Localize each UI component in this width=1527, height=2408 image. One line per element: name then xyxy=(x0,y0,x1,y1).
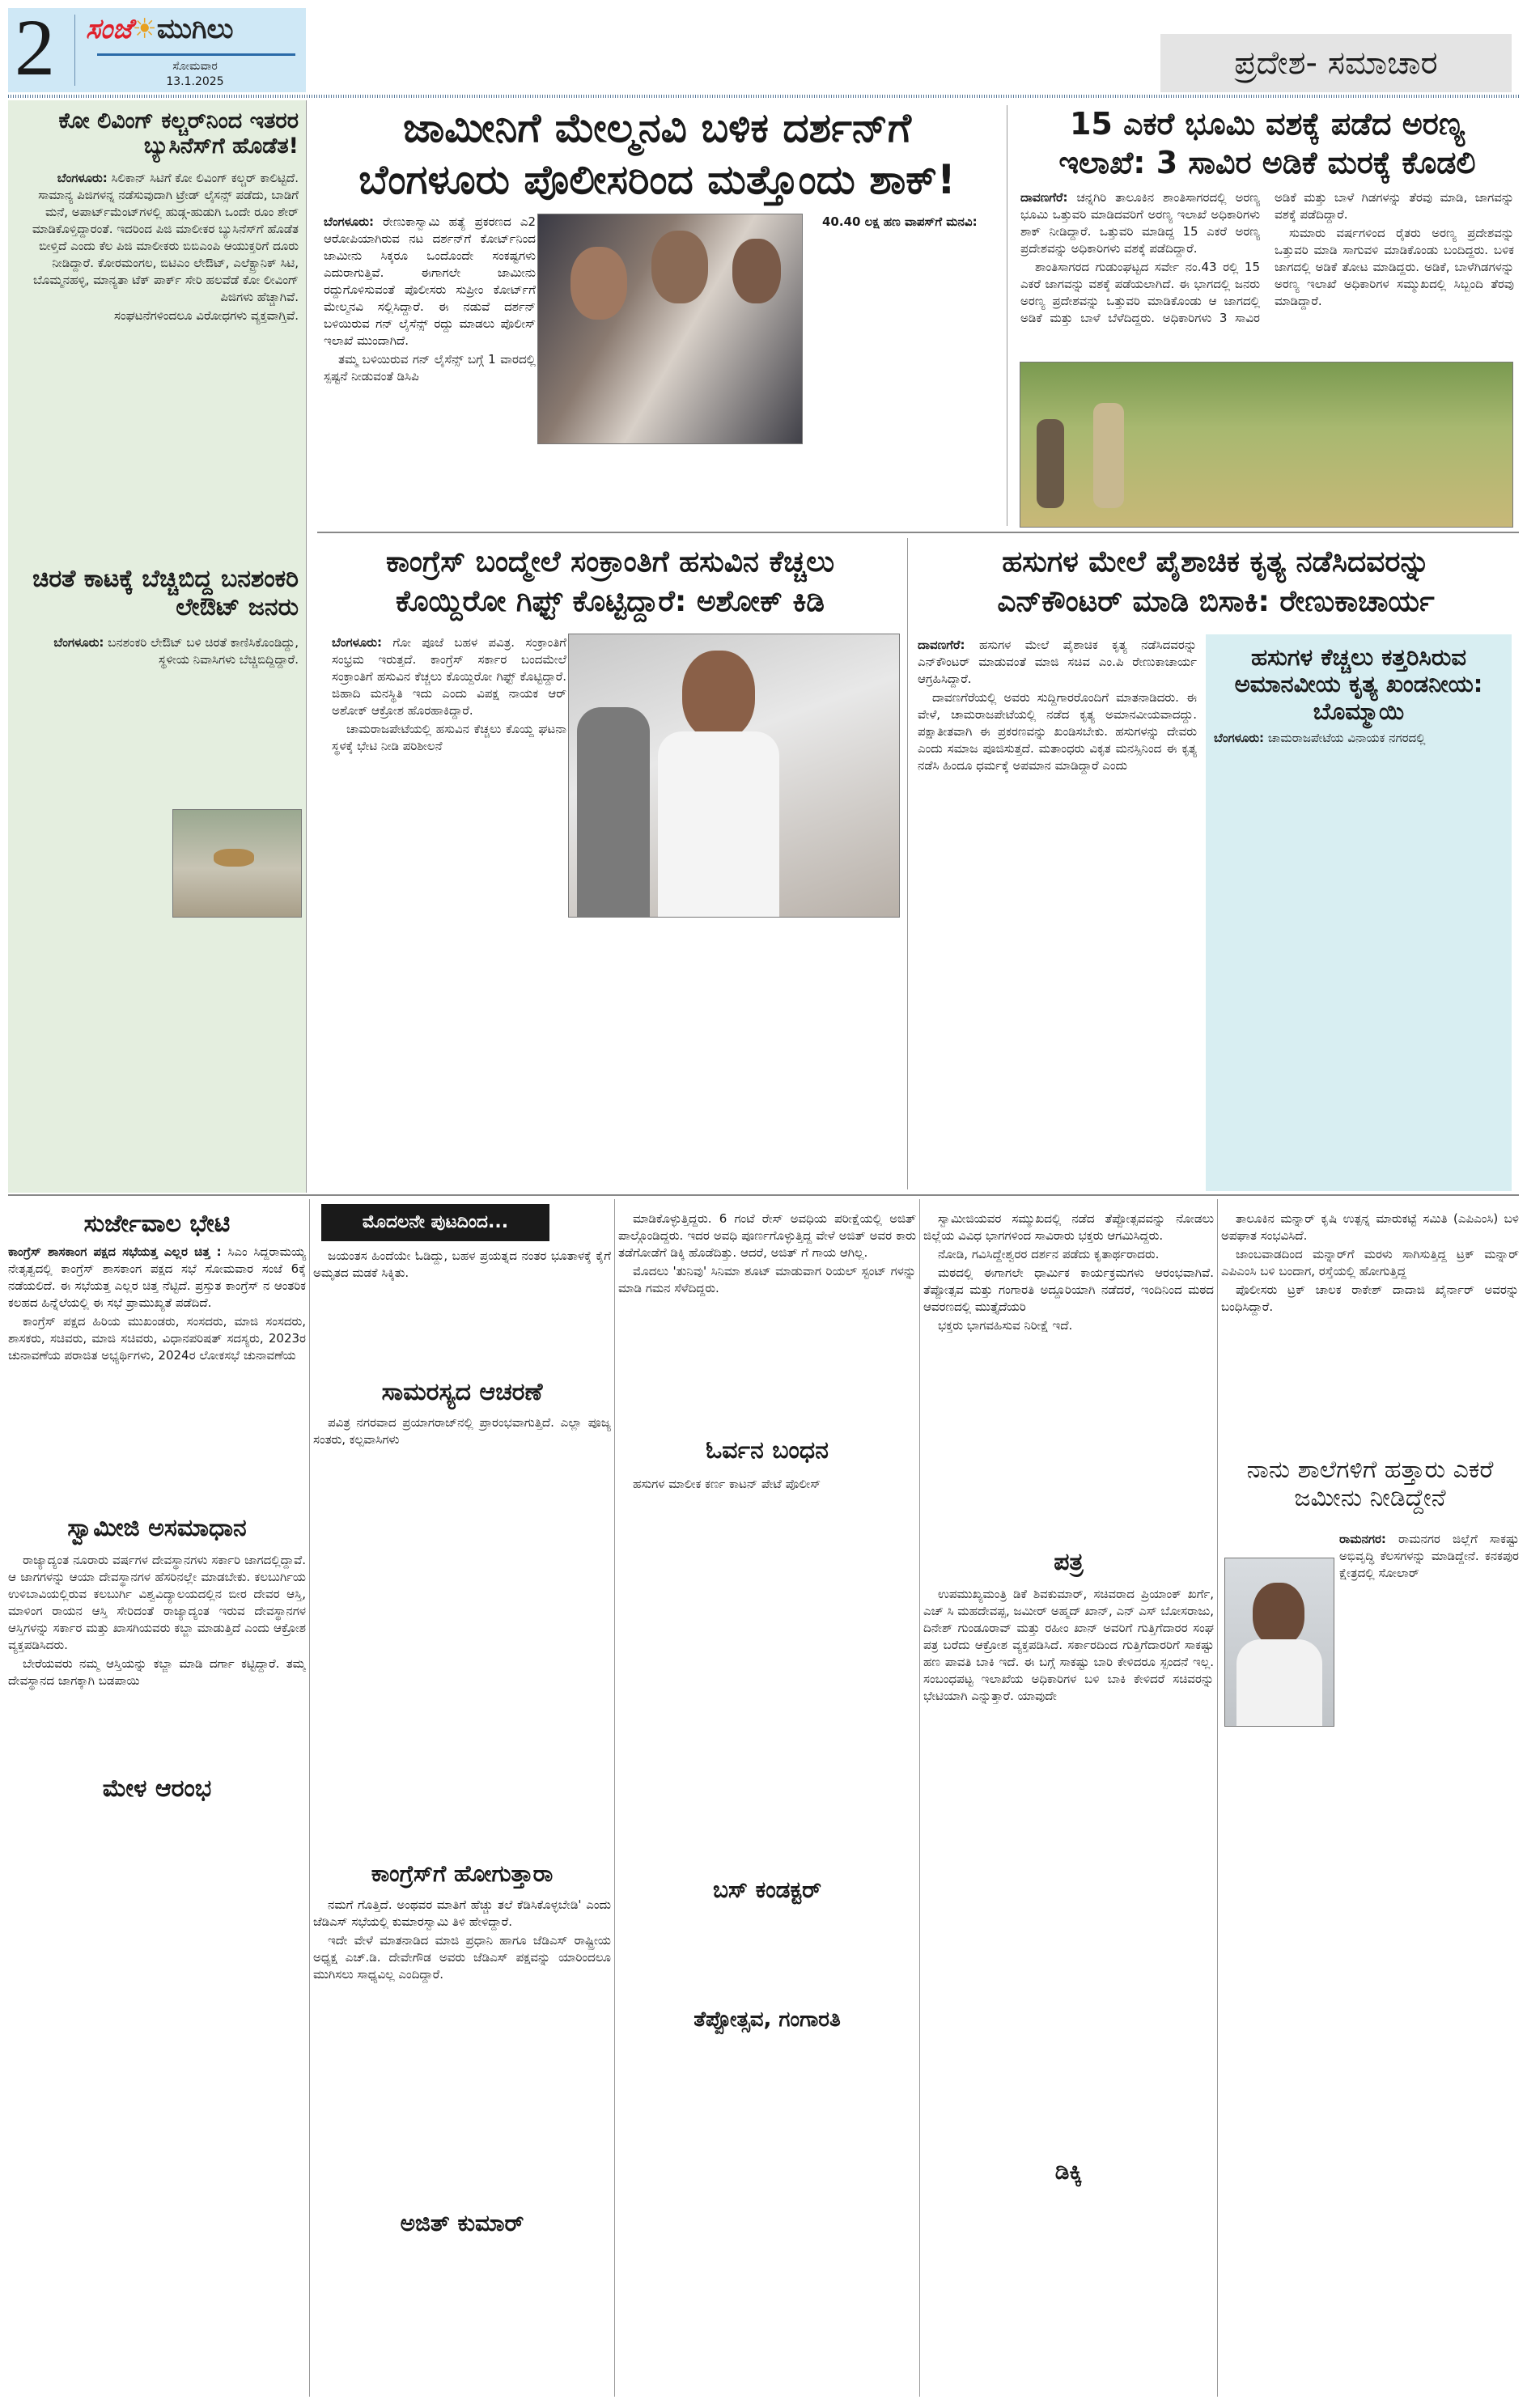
headline-surjewala: ಸುರ್ಜೇವಾಲ ಭೇಟಿ xyxy=(83,1210,231,1238)
paragraph: ಹಸುಗಳ ಮಾಲೀಕ ಕರ್ಣ ಕಾಟನ್ ಪೇಟೆ ಪೊಲೀಸ್ xyxy=(633,1477,821,1491)
dk-body xyxy=(1339,1531,1519,1725)
paragraph: ಸಂಘಟನೆಗಳಿಂದಲೂ ವಿರೋಧಗಳು ವ್ಯಕ್ತವಾಗ್ತಿವೆ. xyxy=(113,308,299,323)
dateline: ಬೆಂಗಳೂರು: xyxy=(1214,731,1265,746)
divider xyxy=(74,15,75,86)
dateline: ದಾವಣಗೆರೆ: xyxy=(1020,190,1068,205)
headline-line-1: ಜಾಮೀನಿಗೆ ಮೇಲ್ಮನವಿ ಬಳಿಕ ದರ್ಶನ್‌ಗೆ xyxy=(403,104,911,151)
paragraph: ಬೇರೆಯವರು ನಮ್ಮ ಆಸ್ತಿಯನ್ನು ಕಬ್ಜಾ ಮಾಡಿ ದರ್ಗಾ ಕಟ್ಟಿದ್ದಾರೆ. ತಮ್ಮ ದೇವಸ್ಥಾನದ ಜಾಗಕ್ಕಾಗಿ ಬಡಪಾಯಿ xyxy=(8,1656,306,1688)
headline-dikki: ಡಿಕ್ಕಿ xyxy=(1054,2158,1083,2185)
day: ಸೋಮವಾರ xyxy=(172,60,218,73)
paragraph: ಪೊಲೀಸರು ಟ್ರಕ್ ಚಾಲಕ ರಾಕೇಶ್ ದಾದಾಜಿ ಖೈರ್ನಾರ್ ಅವರನ್ನು ಬಂಧಿಸಿದ್ದಾರೆ. xyxy=(1221,1282,1519,1314)
logo-part2: ಮುಗಿಲು xyxy=(156,13,234,45)
header-rule xyxy=(8,95,1519,98)
column-rule xyxy=(309,1199,310,2397)
paragraph: ರಾಮನಗರ ಜಿಲ್ಲೆಗೆ ಸಾಕಷ್ಟು ಅಭಿವೃದ್ಧಿ ಕೆಲಸಗಳನ್ನು ಮಾಡಿದ್ದೇನೆ. ಕನಕಪುರ ಕ್ಷೇತ್ರದಲ್ಲಿ ಸೋಲಾರ್ xyxy=(1339,1532,1519,1580)
renukacharya-body xyxy=(918,637,1197,1187)
darshan-photo xyxy=(537,214,803,444)
darshan-body-right xyxy=(808,214,990,525)
paragraph: ಹಸುಗಳ ಮೇಲೆ ಪೈಶಾಚಿಕ ಕೃತ್ಯ ನಡೆಸಿದವರನ್ನು ಎನ್‌ಕೌಂಟರ್ ಮಾಡುವಂತೆ ಮಾಜಿ ಸಚಿವ ಎಂ.ಪಿ ರೇಣುಕಾಚಾರ್ಯ ಆಗ್ರಹಿಸಿದ್ದಾರೆ. xyxy=(918,638,1197,686)
paragraph: ಚಾಮರಾಜಪೇಟೆಯಲ್ಲಿ ಹಸುವಿನ ಕೆಚ್ಚಲು ಕೊಯ್ದ ಘಟನಾ ಸ್ಥಳಕ್ಕೆ ಭೇಟಿ ನೀಡಿ ಪರಿಶೀಲನೆ xyxy=(332,722,566,753)
person-figure xyxy=(1236,1639,1322,1726)
paragraph: ರಾಜ್ಯಾದ್ಯಂತ ನೂರಾರು ವರ್ಷಗಳ ದೇವಸ್ಥಾನಗಳು ಸರ್ಕಾರಿ ಜಾಗದಲ್ಲಿದ್ದಾವೆ. ಆ ಜಾಗಗಳನ್ನು ಆಯಾ ದೇವಸ್ಥಾನಗಳ ಹೆಸರಿನಲ್ಲೇ ಮಾಡಬೇಕು. ಕಲಬುರ್ಗಿಯ ಉಳಿಬಾವಿಯಲ್ಲಿರುವ ಕಲಬುರ್ಗಿ ವಿಶ್ವವಿದ್ಯಾಲಯದಲ್ಲಿನ ಬೀರ ದೇವರ ಆಸ್ತಿ, ಮಾಳಿಂಗ ರಾಯನ ಆಸ್ತಿ ಸೇರಿದಂತೆ ರಾಜ್ಯಾದ್ಯಂತ ಇರುವ ದೇವಸ್ಥಾನಗಳ ಆಸ್ತಿಗಳನ್ನು ಸರ್ಕಾರ ಮತ್ತು ಖಾಸಗಿಯವರು ಕಬ್ಜಾ ಮಾಡುತ್ತಿದೆ ಎಂದು ಆಕ್ರೋಶ ವ್ಯಕ್ತಪಡಿಸಿದರು. xyxy=(8,1553,306,1652)
sun-palm-icon: ☀ xyxy=(132,13,157,45)
lead: ಕಾಂಗ್ರೆಸ್ ಶಾಸಕಾಂಗ ಪಕ್ಷದ ಸಭೆಯತ್ತ ಎಲ್ಲರ ಚಿತ್ತ : xyxy=(8,1244,222,1259)
person-figure xyxy=(651,231,708,303)
headline-teppotsava: ತೆಪ್ಪೋತ್ಸವ, ಗಂಗಾರತಿ xyxy=(694,2007,841,2032)
section-rule xyxy=(317,532,1519,533)
paragraph: ತಾಲೂಕಿನ ಮನ್ನಾರ್ ಕೃಷಿ ಉತ್ಪನ್ನ ಮಾರುಕಟ್ಟೆ ಸಮಿತಿ (ಎಪಿಎಂಸಿ) ಬಳಿ ಅಪಘಾತ ಸಂಭವಿಸಿದೆ. xyxy=(1221,1211,1519,1243)
dateline: ಬೆಂಗಳೂರು: xyxy=(53,635,104,650)
section-title: ಪ್ರದೇಶ- ಸಮಾಚಾರ xyxy=(1160,34,1512,92)
paragraph: ಶಾಂತಿಸಾಗರದ ಗುಡುಂಘಟ್ಟದ ಸರ್ವೇ ನಂ.43 ರಲ್ಲಿ 15 ಎಕರೆ ಜಾಗವನ್ನು ವಶಕ್ಕೆ ಪಡೆಯಲಾಗಿದೆ. ಈ ಭಾಗದಲ್ಲಿ ಜನರು ಅರಣ್ಯ ಪ್ರದೇಶವನ್ನು ಒತ್ತುವರಿ ಮಾಡಿಕೊಂಡು ಆ ಜಾಗದಲ್ಲಿ ಅಡಿಕೆ ಮತ್ತು ಬಾಳೆ ಬೆಳೆದಿದ್ದರು. ಅಧಿಕಾರಿಗಳು 3 ಸಾವಿರ ಅಡಿಕೆ ಮತ್ತು ಬಾಳೆ ಗಿಡಗಳನ್ನು ತೆರವು ಮಾಡಿ, ಜಾಗವನ್ನು ವಶಕ್ಕೆ ಪಡೆದಿದ್ದಾರೆ. xyxy=(1020,190,1514,325)
paragraph: ಉಪಮುಖ್ಯಮಂತ್ರಿ ಡಿಕೆ ಶಿವಕುಮಾರ್, ಸಚಿವರಾದ ಪ್ರಿಯಾಂಕ್ ಖರ್ಗೆ, ಎಚ್ ಸಿ ಮಹದೇವಪ್ಪ, ಜಮೀರ್ ಅಹ್ಮದ್ ಖಾನ್, ಎನ್ ಎಸ್ ಬೋಸರಾಜು, ದಿನೇಶ್ ಗುಂಡೂರಾವ್ ಮತ್ತು ರಹೀಂ ಖಾನ್ ಅವರಿಗೆ ಗುತ್ತಿಗೆದಾರರ ಸಂಘ ಪತ್ರ ಬರೆದು ಆಕ್ರೋಶ ವ್ಯಕ್ತಪಡಿಸಿದೆ. ಸರ್ಕಾರದಿಂದ ಗುತ್ತಿಗೆದಾರರಿಗೆ ಸಾಕಷ್ಟು ಹಣ ಪಾವತಿ ಬಾಕಿ ಇದೆ. ಈ ಬಗ್ಗೆ ಸಾಕಷ್ಟು ಬಾರಿ ಕೇಳಿದರೂ ಸ್ಪಂದನೆ ಇಲ್ಲ. ಸಂಬಂಧಪಟ್ಟ ಇಲಾಖೆಯ ಅಧಿಕಾರಿಗಳ ಬಳಿ ಬಾಕಿ ಕೇಳಿದರೆ ಸಚಿವರನ್ನು ಭೇಟಿಯಾಗಿ ಎನ್ನುತ್ತಾರೆ. ಯಾವುದೇ xyxy=(923,1587,1214,1703)
subhead: 40.40 ಲಕ್ಷ ಹಣ ವಾಪಸ್‌ಗೆ ಮನವಿ: xyxy=(822,214,978,229)
paragraph: ಬನಶಂಕರಿ ಲೇಔಟ್ ಬಳಿ ಚಿರತೆ ಕಾಣಿಸಿಕೊಂಡಿದ್ದು, ಸ್ಥಳೀಯ ನಿವಾಸಿಗಳು ಬೆಚ್ಚಿಬಿದ್ದಿದ್ದಾರೆ. xyxy=(108,635,299,667)
paragraph: ಭಕ್ತರು ಭಾಗವಹಿಸುವ ನಿರೀಕ್ಷೆ ಇದೆ. xyxy=(938,1318,1073,1333)
headline-patra: ಪತ್ರ xyxy=(1054,1548,1084,1576)
dateline: ಬೆಂಗಳೂರು: xyxy=(57,171,108,185)
paragraph: ಗೋ ಪೂಜೆ ಬಹಳ ಪವಿತ್ರ. ಸಂಕ್ರಾಂತಿಗೆ ಸಂಭ್ರಮ ಇರುತ್ತದೆ. ಕಾಂಗ್ರೆಸ್ ಸರ್ಕಾರ ಬಂದಮೇಲೆ ಸಂಕ್ರಾಂತಿಗೆ ಹಸುವಿನ ಕೆಚ್ಚಲು ಕೊಯ್ದಿರೋ ಗಿಫ್ಟ್ ಕೊಟ್ಟಿದ್ದಾರೆ. ಜಿಹಾದಿ ಮನಸ್ಥಿತಿ ಇದು ಎಂದು ವಿಪಕ್ಷ ನಾಯಕ ಆರ್ ಅಶೋಕ್ ಆಕ್ರೋಶ ಹೊರಹಾಕಿದ್ದಾರೆ. xyxy=(332,635,566,718)
darshan-body-left xyxy=(324,214,536,525)
headline-congress-hogutara: ಕಾಂಗ್ರೆಸ್‌ಗೆ ಹೋಗುತ್ತಾರಾ xyxy=(371,1860,554,1887)
article-darshan xyxy=(317,100,997,529)
paragraph: ಸಿಲಿಕಾನ್ ಸಿಟಿಗೆ ಕೋ ಲಿವಿಂಗ್ ಕಲ್ಚರ್ ಕಾಲಿಟ್ಟಿದೆ. ಸಾಮಾನ್ಯ ಪಿಜಿಗಳನ್ನ ನಡೆಸುವುದಾಗಿ ಟ್ರೇಡ್ ಲೈಸನ್ಸ್ ಪಡೆದು, ಬಾಡಿಗೆ ಮನೆ, ಅಪಾರ್ಟ್‌ಮೆಂಟ್‌ಗಳಲ್ಲಿ ಹುಡ್ಗ-ಹುಡುಗಿ ಒಂದೇ ರೂಂ ಶೇರ್ ಮಾಡಿಕೊಳ್ತಿದ್ದಾರಂತೆ. ಇದರಿಂದ ಪಿಜಿ ಮಾಲೀಕರ ಬ್ಯುಸಿನೆಸ್‌ಗೆ ಹೊಡೆತ ಬೀಳ್ತಿದೆ ಎಂದು ಕೆಲ ಪಿಜಿ ಮಾಲೀಕರು ಬಿಬಿಎಂಪಿ ಆಯುಕ್ತರಿಗೆ ದೂರು ನೀಡಿದ್ದಾರೆ. ಕೋರಮಂಗಲ, ಬಿಟಿಎಂ ಲೇಔಟ್, ಎಲೆಕ್ಟ್ರಾನಿಕ್ ಸಿಟಿ, ಬೊಮ್ಮನಹಳ್ಳಿ, ಮಾನ್ಯತಾ ಟೆಕ್ ಪಾರ್ಕ್ ಸೇರಿ ಹಲವೆಡೆ ಕೋ ಲೀವಿಂಗ್ ಪಿಜಿಗಳು ಹೆಚ್ಚಾಗಿವೆ. xyxy=(32,171,299,304)
person-figure xyxy=(571,247,627,320)
officer-figure xyxy=(1037,419,1064,508)
dk-shivakumar-photo xyxy=(1224,1558,1334,1727)
lower-col-3 xyxy=(618,1199,916,2397)
paragraph: ಚಾಮರಾಜಪೇಟೆಯ ವಿನಾಯಕ ನಗರದಲ್ಲಿ xyxy=(1267,731,1426,746)
paragraph: ಮೊದಲು 'ತುನಿವು' ಸಿನಿಮಾ ಶೂಟ್ ಮಾಡುವಾಗ ರಿಯಲ್ ಸ್ಟಂಟ್ ಗಳನ್ನು ಮಾಡಿ ಗಮನ ಸೆಳೆದಿದ್ದರು. xyxy=(618,1264,916,1295)
paragraph: ನೋಡಿ, ಗವಿಸಿದ್ದೇಶ್ವರರ ದರ್ಶನ ಪಡೆದು ಕೃತಾರ್ಥರಾದರು. xyxy=(938,1247,1160,1261)
page-number: 2 xyxy=(15,2,55,92)
headline-line-2: ಎನ್‌ಕೌಂಟರ್ ಮಾಡಿ ಬಿಸಾಕಿ: ರೇಣುಕಾಚಾರ್ಯ xyxy=(997,585,1435,619)
officer-figure xyxy=(1093,403,1124,508)
date: 13.1.2025 xyxy=(166,75,224,88)
paragraph: ಚನ್ನಗಿರಿ ತಾಲೂಕಿನ ಶಾಂತಿಸಾಗರದಲ್ಲಿ ಅರಣ್ಯ ಭೂಮಿ ಒತ್ತುವರಿ ಮಾಡಿದವರಿಗೆ ಅರಣ್ಯ ಇಲಾಖೆ ಅಧಿಕಾರಿಗಳು ಶಾಕ್ ನೀಡಿದ್ದಾರೆ. ಒತ್ತುವರಿ ಮಾಡಿದ್ದ 15 ಎಕರೆ ಅರಣ್ಯ ಪ್ರದೇಶವನ್ನು ಅಧಿಕಾರಿಗಳು ವಶಕ್ಕೆ ಪಡೆದಿದ್ದಾರೆ. xyxy=(1020,190,1260,256)
logo-underline xyxy=(97,53,295,56)
patra-body xyxy=(923,1586,1214,2152)
continued-banner: ಮೊದಲನೇ ಪುಟದಿಂದ... xyxy=(321,1204,549,1241)
headline-line-2: ಬೆಂಗಳೂರು ಪೊಲೀಸರಿಂದ ಮತ್ತೊಂದು ಶಾಕ್! xyxy=(358,155,956,203)
masthead xyxy=(8,2,306,92)
article-forest-land xyxy=(1016,100,1519,529)
column-rule xyxy=(1217,1199,1218,2397)
headline-arrest: ಓರ್ವನ ಬಂಧನ xyxy=(706,1436,829,1465)
paragraph: ಮಾಡಿಕೊಳ್ಳುತ್ತಿದ್ದರು. 6 ಗಂಟೆ ರೇಸ್ ಅವಧಿಯ ಪರೀಕ್ಷೆಯಲ್ಲಿ ಅಜಿತ್ ಪಾಲ್ಗೊಂಡಿದ್ದರು. ಇದರ ಅವಧಿ ಪೂರ್ಣಗೊಳ್ಳುತ್ತಿದ್ದ ವೇಳೆ ಅಜಿತ್ ಅವರ ಕಾರು ತಡೆಗೋಡೆಗೆ ಡಿಕ್ಕಿ ಹೊಡೆದಿತ್ತು. ಆದರೆ, ಅಜಿತ್ ಗೆ ಗಾಯ ಆಗಿಲ್ಲ. xyxy=(618,1211,916,1260)
congress-hogutara-body xyxy=(313,1897,611,2204)
headline-line-2: ಇಲಾಖೆ: 3 ಸಾವಿರ ಅಡಿಕೆ ಮರಕ್ಕೆ ಕೊಡಲಿ xyxy=(1058,144,1476,180)
paragraph: ಸ್ವಾಮೀಜಿಯವರ ಸಮ್ಮುಖದಲ್ಲಿ ನಡೆದ ತೆಪ್ಪೋತ್ಸವವನ್ನು ನೋಡಲು ಜಿಲ್ಲೆಯ ವಿವಿಧ ಭಾಗಗಳಿಂದ ಸಾವಿರಾರು ಭಕ್ತರು ಆಗಮಿಸಿದ್ದರು. xyxy=(923,1211,1214,1243)
section-rule xyxy=(8,1194,1519,1196)
column-rule xyxy=(919,1199,920,2397)
dateline: ರಾಮನಗರ: xyxy=(1339,1532,1386,1546)
dateline: ದಾವಣಗೆರೆ: xyxy=(918,638,965,652)
col4-body xyxy=(923,1210,1214,1550)
headline-line-1: ಕಾಂಗ್ರೆಸ್ ಬಂದ್ಮೇಲೆ ಸಂಕ್ರಾಂತಿಗೆ ಹಸುವಿನ ಕೆಚ್ಚಲು xyxy=(385,545,835,579)
leopard-photo xyxy=(172,809,302,918)
person-figure xyxy=(682,651,755,740)
forest-body xyxy=(1020,189,1514,355)
person-figure xyxy=(732,239,781,303)
headline-swamiji: ಸ್ವಾಮೀಜಿ ಅಸಮಾಧಾನ xyxy=(67,1514,247,1542)
paragraph: ದಾವಣಗೆರೆಯಲ್ಲಿ ಅವರು ಸುದ್ದಿಗಾರರೊಂದಿಗೆ ಮಾತನಾಡಿದರು. ಈ ವೇಳೆ, ಚಾಮರಾಜಪೇಟೆಯಲ್ಲಿ ನಡೆದ ಕೃತ್ಯ ಅಮಾನವೀಯವಾದದ್ದು. ಪಕ್ಷಾತೀತವಾಗಿ ಈ ಪ್ರಕರಣವನ್ನು ಖಂಡಿಸಬೇಕು. ಹಸುಗಳನ್ನು ದೇವರು ಎಂದು ಸಮಾಜ ಪೂಜಿಸುತ್ತದೆ. ಮತಾಂಧರು ವಿಕೃತ ಮನಸ್ಸಿನಿಂದ ಈ ಕೃತ್ಯ ನಡೆಸಿ ಹಿಂದೂ ಧರ್ಮಕ್ಕೆ ಅಪಮಾನ ಮಾಡಿದ್ದಾರೆ ಎಂದು xyxy=(918,690,1197,773)
lower-col-1 xyxy=(8,1199,306,2397)
paragraph: ಜಾಂಬವಾಡದಿಂದ ಮನ್ನಾರ್‌ಗೆ ಮರಳು ಸಾಗಿಸುತ್ತಿದ್ದ ಟ್ರಕ್ ಮನ್ನಾರ್ ಎಪಿಎಂಸಿ ಬಳಿ ಬಂದಾಗ, ರಸ್ತೆಯಲ್ಲಿ ಹೋಗುತ್ತಿದ್ದ xyxy=(1221,1247,1519,1278)
sidebar-headline-1: ಕೋ ಲಿವಿಂಗ್ ಕಲ್ಚರ್‌ನಿಂದ ಇತರರ ಬ್ಯುಸಿನೆಸ್‌ಗೆ ಹೊಡೆತ! xyxy=(58,108,299,159)
headline-line-1: ಹಸುಗಳ ಮೇಲೆ ಪೈಶಾಚಿಕ ಕೃತ್ಯ ನಡೆಸಿದವರನ್ನು xyxy=(1002,545,1430,579)
paragraph: ರೇಣುಕಾಸ್ವಾಮಿ ಹತ್ಯೆ ಪ್ರಕರಣದ ಎ2 ಆರೋಪಿಯಾಗಿರುವ ನಟ ದರ್ಶನ್‌ಗೆ ಕೋರ್ಟ್‌ನಿಂದ ಜಾಮೀನು ಸಿಕ್ಕರೂ ಒಂದೊಂದೇ ಸಂಕಷ್ಟಗಳು ಎದುರಾಗುತ್ತಿವೆ. ಈಗಾಗಲೇ ಜಾಮೀನು ರದ್ದುಗೊಳಿಸುವಂತೆ ಪೊಲೀಸರು ಸುಪ್ರೀಂ ಕೋರ್ಟ್‌ಗೆ ಮೇಲ್ಮನವಿ ಸಲ್ಲಿಸಿದ್ದಾರೆ. ಈ ನಡುವೆ ದರ್ಶನ್ ಬಳಿಯಿರುವ ಗನ್ ಲೈಸೆನ್ಸ್ ರದ್ದು ಮಾಡಲು ಪೊಲೀಸ್ ಇಲಾಖೆ ಮುಂದಾಗಿದೆ. xyxy=(324,214,536,348)
column-rule xyxy=(907,538,908,1189)
headline-line-2: ಕೊಯ್ದಿರೋ ಗಿಫ್ಟ್ ಕೊಟ್ಟಿದ್ದಾರೆ: ಅಶೋಕ್ ಕಿಡಿ xyxy=(396,585,825,619)
paragraph: ಜಯಂತಸ ಹಿಂದೆಯೇ ಓಡಿದ್ದು, ಬಹಳ ಪ್ರಯತ್ನದ ನಂತರ ಭೂತಾಳಕ್ಕೆ ಕೈಗೆ ಅಮೃತದ ಮಡಕೆ ಸಿಕ್ಕಿತು. xyxy=(313,1249,611,1280)
col3-body xyxy=(618,1210,916,1437)
headline-mela: ಮೇಳ ಆರಂಭ xyxy=(102,1774,212,1803)
headline-ajith-kumar: ಅಜಿತ್ ಕುಮಾರ್ xyxy=(400,2210,524,2236)
person-figure xyxy=(1253,1583,1304,1646)
headline-line-1: 15 ಎಕರೆ ಭೂಮಿ ವಶಕ್ಕೆ ಪಡೆದ ಅರಣ್ಯ xyxy=(1069,106,1465,142)
headline-samarasya: ಸಾಮರಸ್ಯದ ಆಚರಣೆ xyxy=(381,1378,543,1406)
logo-part1: ಸಂಜೆ xyxy=(86,13,133,45)
headline-bus-conductor: ಬಸ್ ಕಂಡಕ್ಟರ್ xyxy=(713,1876,821,1903)
paragraph: ಸುಮಾರು ವರ್ಷಗಳಿಂದ ರೈತರು ಅರಣ್ಯ ಪ್ರದೇಶವನ್ನು ಒತ್ತುವರಿ ಮಾಡಿ ಸಾಗುವಳಿ ಮಾಡಿಕೊಂಡು ಬಂದಿದ್ದರು. ಬಳಿಕ ಜಾಗದಲ್ಲಿ ಅಡಿಕೆ ತೋಟ ಮಾಡಿದ್ದರು. ಅಡಿಕೆ, ಬಾಳೆಗಿಡಗಳನ್ನು ಅರಣ್ಯ ಇಲಾಖೆ ಅಧಿಕಾರಿಗಳ ಸಮ್ಮುಖದಲ್ಲಿ ಸಿಬ್ಬಂದಿ ತೆರವು ಮಾಡಿದ್ದಾರೆ. xyxy=(1275,226,1514,308)
lower-col-2 xyxy=(313,1199,611,2397)
leopard-figure xyxy=(214,849,254,867)
column-rule xyxy=(614,1199,615,2397)
lower-col-5 xyxy=(1221,1199,1519,2397)
paper-logo xyxy=(86,13,233,45)
dateline: ಬೆಂಗಳೂರು: xyxy=(324,214,375,229)
article-congress-cow xyxy=(317,536,903,1191)
bommai-inset xyxy=(1206,634,1512,1191)
person-figure xyxy=(577,707,650,918)
paragraph: ಕಾಂಗ್ರೆಸ್ ಪಕ್ಷದ ಹಿರಿಯ ಮುಖಂಡರು, ಸಂಸದರು, ಮಾಜಿ ಸಂಸದರು, ಶಾಸಕರು, ಸಚಿವರು, ಮಾಜಿ ಸಚಿವರು, ವಿಧಾನಪರಿಷತ್ ಸದಸ್ಯರು, 2023ರ ಚುನಾವಣೆಯ ಪರಾಜಿತ ಅಭ್ಯರ್ಥಿಗಳು, 2024ರ ಲೋಕಸಭೆ ಚುನಾವಣೆಯ xyxy=(8,1313,306,1363)
ashok-photo xyxy=(568,634,900,918)
paragraph: ಪವಿತ್ರ ನಗರವಾದ ಪ್ರಯಾಗರಾಜ್‌ನಲ್ಲಿ ಪ್ರಾರಂಭವಾಗುತ್ತಿದೆ. ಎಲ್ಲಾ ಪೂಜ್ಯ ಸಂತರು, ಕಲ್ಪವಾಸಿಗಳು xyxy=(313,1415,611,1447)
article-renukacharya xyxy=(913,536,1519,1191)
dateline: ಬೆಂಗಳೂರು: xyxy=(332,635,383,650)
headline-dk: ನಾನು ಶಾಲೆಗಳಿಗೆ ಹತ್ತಾರು ಎಕರೆ ಜಮೀನು ನೀಡಿದ್ದೇನೆ xyxy=(1246,1456,1494,1512)
paragraph: ನಮಗೆ ಗೊತ್ತಿದೆ. ಅಂಥವರ ಮಾತಿಗೆ ಹೆಚ್ಚು ತಲೆ ಕೆಡಿಸಿಕೊಳ್ಳಬೇಡಿ' ಎಂದು ಜೆಡಿಎಸ್ ಸಭೆಯಲ್ಲಿ ಕುಮಾರಸ್ವಾಮಿ ತಿಳಿ ಹೇಳಿದ್ದಾರೆ. xyxy=(313,1897,611,1929)
sidebar xyxy=(8,100,307,1193)
inset-headline: ಹಸುಗಳ ಕೆಚ್ಚಲು ಕತ್ತರಿಸಿರುವ ಅಮಾನವೀಯ ಕೃತ್ಯ ಖಂಡನೀಯ: ಬೊಮ್ಮಾಯಿ xyxy=(1234,643,1483,725)
paragraph: ಮಠದಲ್ಲಿ ಈಗಾಗಲೇ ಧಾರ್ಮಿಕ ಕಾರ್ಯಕ್ರಮಗಳು ಆರಂಭವಾಗಿವೆ. ತೆಪ್ಪೋತ್ಸವ ಮತ್ತು ಗಂಗಾರತಿ ಅದ್ದೂರಿಯಾಗಿ ನಡೆದರೆ, ಇಂದಿನಿಂದ ಮಠದ ಆವರಣದಲ್ಲಿ ಮುತ್ತೈದೆಯರಿ xyxy=(923,1265,1214,1314)
person-figure xyxy=(658,731,779,917)
congress-body xyxy=(332,634,566,958)
paragraph: ಇದೇ ವೇಳೆ ಮಾತನಾಡಿದ ಮಾಜಿ ಪ್ರಧಾನಿ ಹಾಗೂ ಜೆಡಿಎಸ್ ರಾಷ್ಟ್ರೀಯ ಅಧ್ಯಕ್ಷ ಎಚ್.ಡಿ. ದೇವೇಗೌಡ ಅವರು ಜೆಡಿಎಸ್ ಪಕ್ಷವನ್ನು ಯಾರಿಂದಲೂ ಮುಗಿಸಲು ಸಾಧ್ಯವಿಲ್ಲ ಎಂದಿದ್ದಾರೆ. xyxy=(313,1933,611,1982)
lower-col-4 xyxy=(923,1199,1214,2397)
col5-body xyxy=(1221,1210,1519,1461)
sidebar-headline-2: ಚಿರತೆ ಕಾಟಕ್ಕೆ ಬೆಚ್ಚಿಬಿದ್ದ ಬನಶಂಕರಿ ಲೇಔಟ್ ಜನರು xyxy=(32,565,299,621)
paragraph: ಸಿಎಂ ಸಿದ್ದರಾಮಯ್ಯ ನೇತೃತ್ವದಲ್ಲಿ ಕಾಂಗ್ರೆಸ್ ಶಾಸಕಾಂಗ ಪಕ್ಷದ ಸಭೆ ಸೋಮವಾರ ಸಂಜೆ 6ಕ್ಕೆ ನಡೆಯಲಿದೆ. ಈ ಸಭೆಯತ್ತ ಎಲ್ಲರ ಚಿತ್ತ ನೆಟ್ಟಿದೆ. ಪ್ರಸ್ತುತ ಕಾಂಗ್ರೆಸ್ ನ ಆಂತರಿಕ ಕಲಹದ ಹಿನ್ನೆಲೆಯಲ್ಲಿ ಈ ಸಭೆ ಪ್ರಾಮುಖ್ಯತೆ ಪಡೆದಿದೆ. xyxy=(8,1244,306,1310)
paragraph: ತಮ್ಮ ಬಳಿಯಿರುವ ಗನ್ ಲೈಸೆನ್ಸ್ ಬಗ್ಗೆ 1 ವಾರದಲ್ಲಿ ಸ್ಪಷ್ಟನೆ ನೀಡುವಂತೆ ಡಿಸಿಪಿ xyxy=(324,352,536,384)
swamiji-body xyxy=(8,1552,306,1770)
forest-photo xyxy=(1020,362,1513,528)
